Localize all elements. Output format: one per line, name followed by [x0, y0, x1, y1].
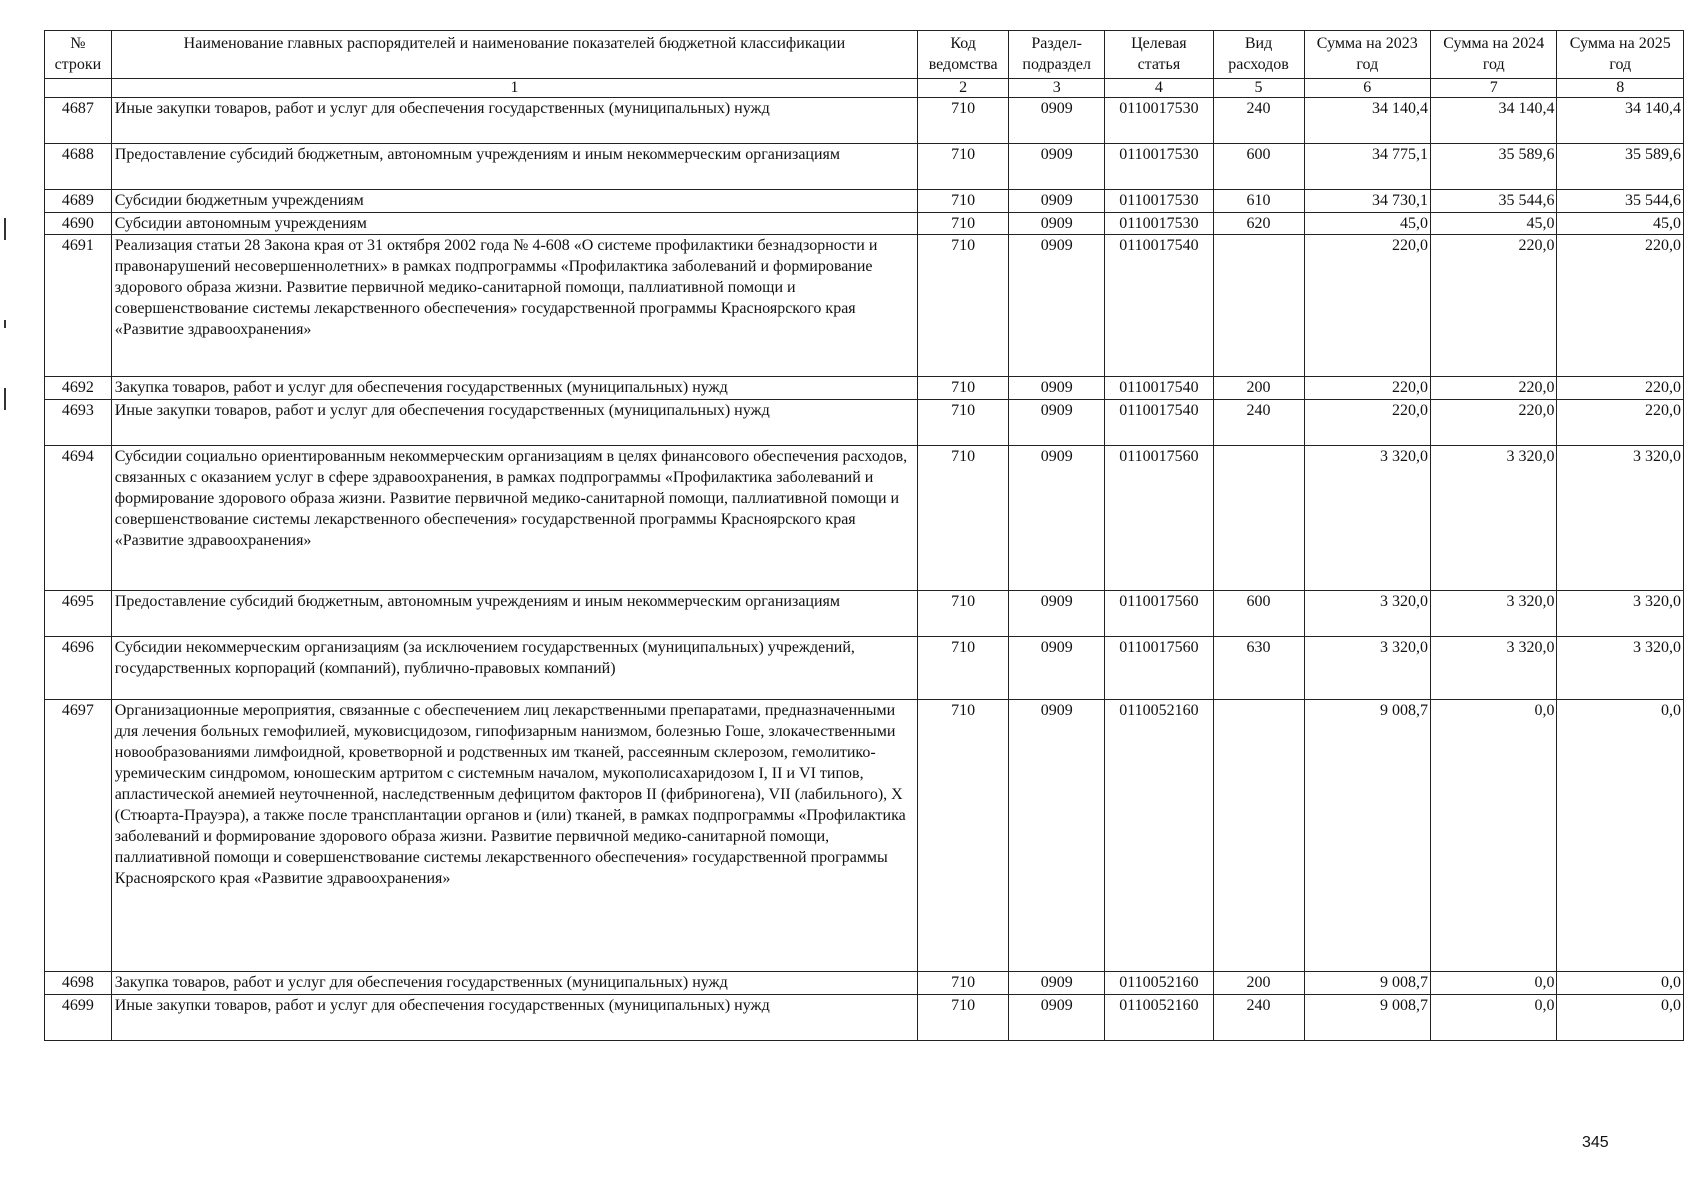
- row-exp-type: [1213, 700, 1304, 972]
- row-sum-2023: 9 008,7: [1304, 700, 1430, 972]
- row-sum-2025: 45,0: [1557, 213, 1684, 235]
- row-name: Предоставление субсидий бюджетным, автономным учреждениям и иным некоммерческим организациям: [111, 591, 917, 637]
- header-exp-type: Вид расходов: [1213, 31, 1304, 79]
- row-target: 0110017530: [1105, 144, 1213, 190]
- row-sum-2025: 3 320,0: [1557, 591, 1684, 637]
- row-section: 0909: [1009, 591, 1105, 637]
- row-dept-code: 710: [918, 213, 1009, 235]
- row-number: 4688: [45, 144, 112, 190]
- row-section: 0909: [1009, 144, 1105, 190]
- row-exp-type: 200: [1213, 377, 1304, 400]
- row-number: 4695: [45, 591, 112, 637]
- row-sum-2025: 0,0: [1557, 700, 1684, 972]
- column-numbers-row: [45, 79, 1684, 98]
- column-number: 8: [1557, 79, 1684, 98]
- row-exp-type: 240: [1213, 995, 1304, 1041]
- column-number: 6: [1304, 79, 1430, 98]
- row-sum-2023: 9 008,7: [1304, 972, 1430, 995]
- row-sum-2023: 3 320,0: [1304, 446, 1430, 591]
- row-sum-2025: 0,0: [1557, 972, 1684, 995]
- row-sum-2024: 3 320,0: [1431, 637, 1557, 700]
- row-name: Иные закупки товаров, работ и услуг для обеспечения государственных (муниципальных) нужд: [111, 400, 917, 446]
- row-name: Организационные мероприятия, связанные с обеспечением лиц лекарственными препаратами, предназначенными для лечения больных гемофилией, муковисцидозом, гипофизарным нанизмом, болезнью Гоше, злокачественными новообразованиями лимфоидной, кроветворной и родственных им тканей, рассеянным склерозом, гемолитико-уремическим синдромом, юношеским артритом с системным началом, мукополисахаридозом I, II и VI типов, апластической анемией неуточненной, наследственным дефицитом факторов II (фибриногена), VII (лабильного), X (Стюарта-Прауэра), а также после трансплантации органов и (или) тканей, в рамках подпрограммы «Профилактика заболеваний и формирование здорового образа жизни. Развитие первичной медико-санитарной помощи, паллиативной помощи и совершенствование системы лекарственного обеспечения» государственной программы Красноярского края «Развитие здравоохранения»: [111, 700, 917, 972]
- row-number: 4687: [45, 98, 112, 144]
- row-number: 4690: [45, 213, 112, 235]
- column-number: 3: [1009, 79, 1105, 98]
- row-sum-2023: 220,0: [1304, 235, 1430, 377]
- row-sum-2024: 0,0: [1431, 700, 1557, 972]
- header-sum-2025: Сумма на 2025 год: [1557, 31, 1684, 79]
- column-number-blank: [45, 79, 112, 98]
- row-dept-code: 710: [918, 400, 1009, 446]
- row-exp-type: [1213, 446, 1304, 591]
- row-number: 4697: [45, 700, 112, 972]
- row-target: 0110052160: [1105, 995, 1213, 1041]
- row-target: 0110017530: [1105, 213, 1213, 235]
- table-row: [45, 213, 1684, 235]
- row-exp-type: 600: [1213, 144, 1304, 190]
- row-name: Субсидии бюджетным учреждениям: [111, 190, 917, 213]
- row-sum-2024: 0,0: [1431, 972, 1557, 995]
- row-sum-2023: 9 008,7: [1304, 995, 1430, 1041]
- row-sum-2024: 35 589,6: [1431, 144, 1557, 190]
- table-row: [45, 144, 1684, 190]
- row-sum-2023: 34 775,1: [1304, 144, 1430, 190]
- row-sum-2024: 220,0: [1431, 377, 1557, 400]
- table-row: [45, 446, 1684, 591]
- row-exp-type: 200: [1213, 972, 1304, 995]
- row-section: 0909: [1009, 235, 1105, 377]
- row-sum-2025: 35 544,6: [1557, 190, 1684, 213]
- row-section: 0909: [1009, 213, 1105, 235]
- page-number: 345: [1582, 1134, 1609, 1151]
- row-exp-type: [1213, 235, 1304, 377]
- margin-mark: [4, 320, 6, 328]
- row-name: Предоставление субсидий бюджетным, автономным учреждениям и иным некоммерческим организациям: [111, 144, 917, 190]
- row-section: 0909: [1009, 972, 1105, 995]
- row-number: 4699: [45, 995, 112, 1041]
- column-number: 4: [1105, 79, 1213, 98]
- row-name: Субсидии некоммерческим организациям (за исключением государственных (муниципальных) учреждений, государственных корпораций (компаний), публично-правовых компаний): [111, 637, 917, 700]
- document-page: [44, 30, 1684, 1041]
- row-name: Закупка товаров, работ и услуг для обеспечения государственных (муниципальных) нужд: [111, 972, 917, 995]
- table-row: [45, 98, 1684, 144]
- row-section: 0909: [1009, 446, 1105, 591]
- row-dept-code: 710: [918, 377, 1009, 400]
- row-dept-code: 710: [918, 144, 1009, 190]
- row-sum-2023: 220,0: [1304, 400, 1430, 446]
- row-target: 0110017540: [1105, 377, 1213, 400]
- header-row-no: № строки: [45, 31, 112, 79]
- row-exp-type: 610: [1213, 190, 1304, 213]
- row-number: 4689: [45, 190, 112, 213]
- row-sum-2025: 3 320,0: [1557, 637, 1684, 700]
- row-dept-code: 710: [918, 98, 1009, 144]
- row-name: Субсидии автономным учреждениям: [111, 213, 917, 235]
- row-sum-2025: 220,0: [1557, 377, 1684, 400]
- row-exp-type: 240: [1213, 400, 1304, 446]
- row-number: 4694: [45, 446, 112, 591]
- row-target: 0110017530: [1105, 190, 1213, 213]
- table-row: [45, 400, 1684, 446]
- margin-mark: [4, 218, 6, 240]
- row-dept-code: 710: [918, 972, 1009, 995]
- row-exp-type: 630: [1213, 637, 1304, 700]
- table-row: [45, 700, 1684, 972]
- row-target: 0110052160: [1105, 700, 1213, 972]
- budget-table: [44, 30, 1684, 1041]
- row-dept-code: 710: [918, 446, 1009, 591]
- table-row: [45, 972, 1684, 995]
- row-name: Реализация статьи 28 Закона края от 31 октября 2002 года № 4-608 «О системе профилактики безнадзорности и правонарушений несовершеннолетних» в рамках подпрограммы «Профилактика заболеваний и формирование здорового образа жизни. Развитие первичной медико-санитарной помощи, паллиативной помощи и совершенствование системы лекарственного обеспечения» государственной программы Красноярского края «Развитие здравоохранения»: [111, 235, 917, 377]
- row-target: 0110052160: [1105, 972, 1213, 995]
- row-sum-2024: 3 320,0: [1431, 591, 1557, 637]
- row-number: 4692: [45, 377, 112, 400]
- column-number: 7: [1431, 79, 1557, 98]
- row-section: 0909: [1009, 98, 1105, 144]
- row-sum-2023: 45,0: [1304, 213, 1430, 235]
- header-sum-2024: Сумма на 2024 год: [1431, 31, 1557, 79]
- column-number: 5: [1213, 79, 1304, 98]
- row-dept-code: 710: [918, 235, 1009, 377]
- row-section: 0909: [1009, 995, 1105, 1041]
- table-row: [45, 591, 1684, 637]
- row-sum-2025: 0,0: [1557, 995, 1684, 1041]
- row-exp-type: 240: [1213, 98, 1304, 144]
- row-number: 4693: [45, 400, 112, 446]
- row-sum-2025: 3 320,0: [1557, 446, 1684, 591]
- row-sum-2024: 3 320,0: [1431, 446, 1557, 591]
- column-number: 1: [111, 79, 917, 98]
- row-sum-2023: 220,0: [1304, 377, 1430, 400]
- row-sum-2023: 34 140,4: [1304, 98, 1430, 144]
- row-name: Закупка товаров, работ и услуг для обеспечения государственных (муниципальных) нужд: [111, 377, 917, 400]
- row-target: 0110017560: [1105, 637, 1213, 700]
- table-row: [45, 995, 1684, 1041]
- row-sum-2023: 34 730,1: [1304, 190, 1430, 213]
- table-row: [45, 235, 1684, 377]
- row-number: 4698: [45, 972, 112, 995]
- header-dept-code: Код ведомства: [918, 31, 1009, 79]
- row-sum-2024: 220,0: [1431, 400, 1557, 446]
- row-section: 0909: [1009, 377, 1105, 400]
- row-section: 0909: [1009, 637, 1105, 700]
- row-section: 0909: [1009, 400, 1105, 446]
- row-dept-code: 710: [918, 995, 1009, 1041]
- header-target: Целевая статья: [1105, 31, 1213, 79]
- row-sum-2024: 45,0: [1431, 213, 1557, 235]
- row-dept-code: 710: [918, 591, 1009, 637]
- header-section: Раздел-подраздел: [1009, 31, 1105, 79]
- row-sum-2025: 220,0: [1557, 400, 1684, 446]
- row-sum-2024: 0,0: [1431, 995, 1557, 1041]
- row-sum-2025: 34 140,4: [1557, 98, 1684, 144]
- row-target: 0110017540: [1105, 400, 1213, 446]
- row-exp-type: 600: [1213, 591, 1304, 637]
- table-row: [45, 190, 1684, 213]
- row-section: 0909: [1009, 700, 1105, 972]
- row-sum-2023: 3 320,0: [1304, 637, 1430, 700]
- header-sum-2023: Сумма на 2023 год: [1304, 31, 1430, 79]
- row-sum-2023: 3 320,0: [1304, 591, 1430, 637]
- row-name: Субсидии социально ориентированным некоммерческим организациям в целях финансового обеспечения расходов, связанных с оказанием услуг в сфере здравоохранения, в рамках подпрограммы «Профилактика заболеваний и формирование здорового образа жизни. Развитие первичной медико-санитарной помощи, паллиативной помощи и совершенствование системы лекарственного обеспечения» государственной программы Красноярского края «Развитие здравоохранения»: [111, 446, 917, 591]
- row-section: 0909: [1009, 190, 1105, 213]
- row-number: 4696: [45, 637, 112, 700]
- row-dept-code: 710: [918, 700, 1009, 972]
- row-sum-2025: 220,0: [1557, 235, 1684, 377]
- row-target: 0110017540: [1105, 235, 1213, 377]
- row-dept-code: 710: [918, 190, 1009, 213]
- row-sum-2024: 34 140,4: [1431, 98, 1557, 144]
- row-name: Иные закупки товаров, работ и услуг для обеспечения государственных (муниципальных) нужд: [111, 995, 917, 1041]
- margin-mark: [4, 388, 6, 410]
- row-exp-type: 620: [1213, 213, 1304, 235]
- column-number: 2: [918, 79, 1009, 98]
- row-name: Иные закупки товаров, работ и услуг для обеспечения государственных (муниципальных) нужд: [111, 98, 917, 144]
- table-row: [45, 637, 1684, 700]
- row-sum-2025: 35 589,6: [1557, 144, 1684, 190]
- row-number: 4691: [45, 235, 112, 377]
- row-target: 0110017560: [1105, 446, 1213, 591]
- row-target: 0110017560: [1105, 591, 1213, 637]
- row-sum-2024: 220,0: [1431, 235, 1557, 377]
- header-name: Наименование главных распорядителей и наименование показателей бюджетной классификации: [111, 31, 917, 79]
- table-row: [45, 377, 1684, 400]
- row-target: 0110017530: [1105, 98, 1213, 144]
- row-dept-code: 710: [918, 637, 1009, 700]
- row-sum-2024: 35 544,6: [1431, 190, 1557, 213]
